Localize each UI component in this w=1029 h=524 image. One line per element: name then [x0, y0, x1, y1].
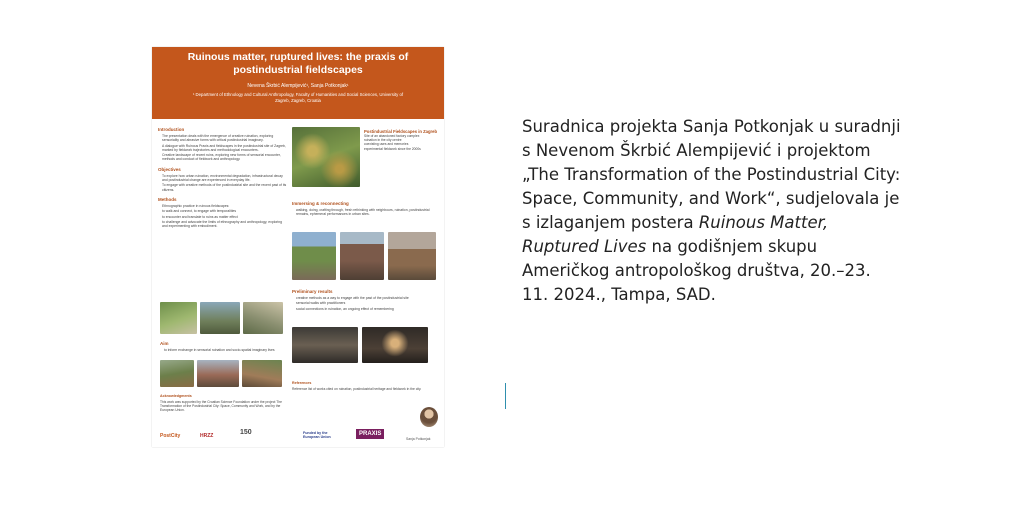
section-title: References [292, 381, 312, 385]
photo-methods-1 [160, 302, 197, 334]
section-aim [160, 339, 288, 353]
logo-hrzz: HRZZ [200, 433, 214, 439]
photo-aim-3 [242, 360, 282, 387]
section-title: Acknowledgments [160, 394, 192, 398]
section-title: Introduction [158, 127, 185, 132]
references-text: Reference list of works cited on ruination, postindustrial heritage and fieldwork in the city. [292, 387, 422, 391]
photo-immersing-2 [340, 232, 384, 280]
logo-praxis: PRAXIS [356, 429, 384, 439]
logo-eu: Funded by the European Union [303, 431, 331, 439]
poster-logos [158, 425, 438, 445]
ack-text: This work was supported by the Croatian Science Foundation under the project The Transformation of the Postindustrial City: Space, Community and Work, and by the European Union. [160, 400, 282, 413]
description-part-2: na godišnjem skupu Američkog antropološkog društva, 20.–23. 11. 2024., Tampa, SAD. [522, 237, 871, 304]
description-part-1: Suradnica projekta Sanja Potkonjak u suradnji s Nevenom Škrbić Alempijević i projektom „The Transformation of the Postindustrial City: Space, Community, and Work“, sudjelovala je s izlaganjem postera [522, 117, 901, 232]
photo-fieldscape-overgrown [292, 127, 360, 187]
photo-aim-1 [160, 360, 194, 387]
caption-line: ruination in the city centre [364, 138, 402, 143]
logo-150: 150 [240, 429, 252, 436]
text-cursor-divider [505, 383, 506, 409]
poster-header [152, 47, 444, 119]
section-methods [158, 197, 288, 228]
poster-title: Ruinous matter, ruptured lives: the praxis of postindustrial fieldscapes [187, 51, 409, 76]
section-acknowledgments [160, 392, 288, 413]
caption-line: coexisting uses and memories [364, 142, 409, 147]
description-text [522, 115, 902, 307]
section-introduction [158, 127, 288, 162]
photo-results-1 [292, 327, 358, 363]
caption-line: Site of an abandoned factory complex [364, 134, 420, 138]
poster-authors: Nevena Škrbić Alempijević¹, Sanja Potkonjak¹ [247, 83, 349, 89]
poster-image[interactable] [152, 47, 444, 447]
bullet: social connections in ruination, an ongoing effect of remembering [296, 306, 394, 311]
fieldscapes-title: Postindustrial Fieldscapes in Zagreb [364, 129, 438, 134]
section-references [292, 379, 432, 391]
section-title: Objectives [158, 166, 181, 172]
caption-line: experimental fieldwork since the 2000s [364, 146, 421, 151]
section-title: Immersing & reconnecting [292, 201, 349, 206]
photo-aim-2 [197, 360, 239, 387]
section-title: Aim [160, 341, 169, 346]
bullet: walking, doing, crafting through, fresh rethinking with neighbours, ruination, postindustrial remains, ephemeral performances in urban sites. [296, 208, 430, 217]
bullet: creative methods as a way to engage with the past of the postindustrial site [296, 296, 409, 300]
bullet: to challenge and advocate the limits of ethnography and anthropology, exploring and experimenting with embodiment. [162, 219, 283, 229]
logo-postcity: PostCity [160, 433, 181, 439]
bullet: Creative landscape of recent ruins, exploring new forms of sensorial encounter, methods and conduct of fieldwork and anthropology. [162, 153, 281, 162]
portrait-caption: Sanja Potkonjak [406, 437, 431, 441]
poster-left-column [158, 125, 288, 233]
bullet: To explore how urban ruination, environmental degradation, infrastructural decay and postindustrial change are experienced in everyday life. [162, 173, 283, 183]
section-title: Methods [158, 196, 177, 202]
section-preliminary-results [292, 287, 438, 312]
section-immersing [292, 199, 438, 218]
poster-title-italic: Ruinous Matter, Ruptured Lives [522, 213, 829, 256]
photo-methods-3 [243, 302, 283, 334]
bullet: Ethnographic practice in ruinous fieldscapes: [162, 203, 230, 208]
poster-affiliation: ¹ Department of Ethnology and Cultural Anthropology, Faculty of Humanities and Social Sciences, University of Zagreb, Zagreb, Croatia [192, 92, 404, 103]
photo-results-2 [362, 327, 428, 363]
bullet: to inform exchange in sensorial ruination and socio-spatial imaginary lives [164, 348, 275, 352]
section-title: Preliminary results [292, 289, 333, 294]
bullet: to encounter and translate to ruins as matter effect [162, 214, 238, 219]
bullet: sensorial walks with practitioners [296, 301, 346, 306]
portrait-photo [420, 407, 438, 427]
photo-immersing-1 [292, 232, 336, 280]
photo-methods-2 [200, 302, 240, 334]
bullet: To engage with creative methods of the postindustrial site and the recent past of its citizens. [162, 183, 287, 192]
bullet: The presentation deals with the emergence of creative ruination, exploring sensoriality and abrasive forms with critical postindustrial imaginary. [162, 134, 274, 143]
section-objectives [158, 167, 288, 192]
bullet: A dialogue with Ruinous Praxis and fieldscapes in the postindustrial site of Zagreb, marked by fieldwork trajectories and methodological encounters. [162, 143, 286, 152]
bullet: to walk and connect, to engage with temporalities [162, 209, 237, 214]
photo-immersing-3 [388, 232, 436, 280]
section-fieldscapes [364, 129, 440, 151]
